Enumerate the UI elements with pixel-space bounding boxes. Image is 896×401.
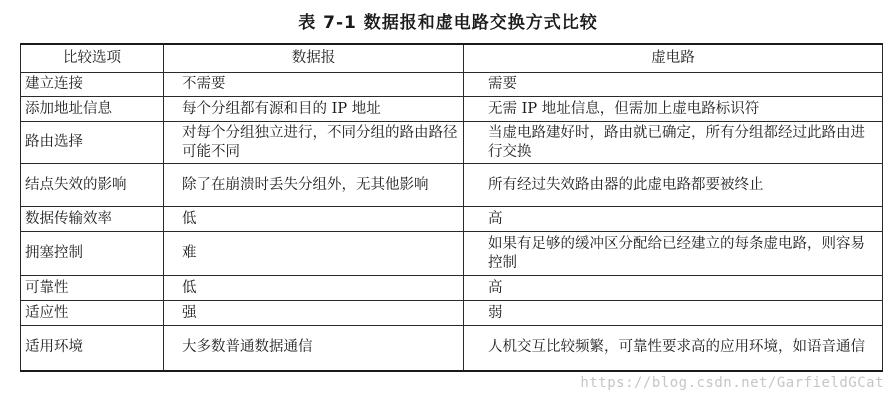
datagram-cell: 不需要 [164, 73, 464, 97]
virtual-circuit-cell: 当虚电路建好时，路由就已确定，所有分组都经过此路由进行交换 [464, 122, 883, 164]
datagram-cell: 大多数普通数据通信 [164, 326, 464, 371]
header-cell-datagram: 数据报 [164, 44, 464, 73]
row-label: 路由选择 [21, 122, 164, 164]
header-cell-option: 比较选项 [21, 44, 164, 73]
row-label: 数据传输效率 [21, 207, 164, 232]
virtual-circuit-cell: 需要 [464, 73, 883, 97]
table-row [21, 301, 883, 326]
comparison-table [20, 43, 883, 372]
table-row [21, 97, 883, 122]
table-row [21, 276, 883, 301]
table-row [21, 122, 883, 164]
table-row [21, 207, 883, 232]
datagram-cell: 每个分组都有源和目的 IP 地址 [164, 97, 464, 122]
virtual-circuit-cell: 弱 [464, 301, 883, 326]
row-label: 添加地址信息 [21, 97, 164, 122]
table-header-row [21, 44, 883, 73]
table-row [21, 73, 883, 97]
row-label: 适用环境 [21, 326, 164, 371]
virtual-circuit-cell: 高 [464, 276, 883, 301]
table-row [21, 232, 883, 276]
table-title: 表 7-1 数据报和虚电路交换方式比较 [298, 13, 598, 33]
table-row [21, 326, 883, 371]
datagram-cell: 对每个分组独立进行，不同分组的路由路径可能不同 [164, 122, 464, 164]
row-label: 拥塞控制 [21, 232, 164, 276]
table-row [21, 164, 883, 207]
row-label: 可靠性 [21, 276, 164, 301]
datagram-cell: 低 [164, 207, 464, 232]
virtual-circuit-cell: 高 [464, 207, 883, 232]
virtual-circuit-cell: 如果有足够的缓冲区分配给已经建立的每条虚电路，则容易控制 [464, 232, 883, 276]
virtual-circuit-cell: 所有经过失效路由器的此虚电路都要被终止 [464, 164, 883, 207]
row-label: 建立连接 [21, 73, 164, 97]
datagram-cell: 低 [164, 276, 464, 301]
datagram-cell: 除了在崩溃时丢失分组外，无其他影响 [164, 164, 464, 207]
virtual-circuit-cell: 人机交互比较频繁，可靠性要求高的应用环境，如语音通信 [464, 326, 883, 371]
watermark: https://blog.csdn.net/GarfieldGCat [580, 375, 884, 391]
row-label: 适应性 [21, 301, 164, 326]
virtual-circuit-cell: 无需 IP 地址信息，但需加上虚电路标识符 [464, 97, 883, 122]
datagram-cell: 难 [164, 232, 464, 276]
header-cell-virtual-circuit: 虚电路 [464, 44, 883, 73]
datagram-cell: 强 [164, 301, 464, 326]
row-label: 结点失效的影响 [21, 164, 164, 207]
